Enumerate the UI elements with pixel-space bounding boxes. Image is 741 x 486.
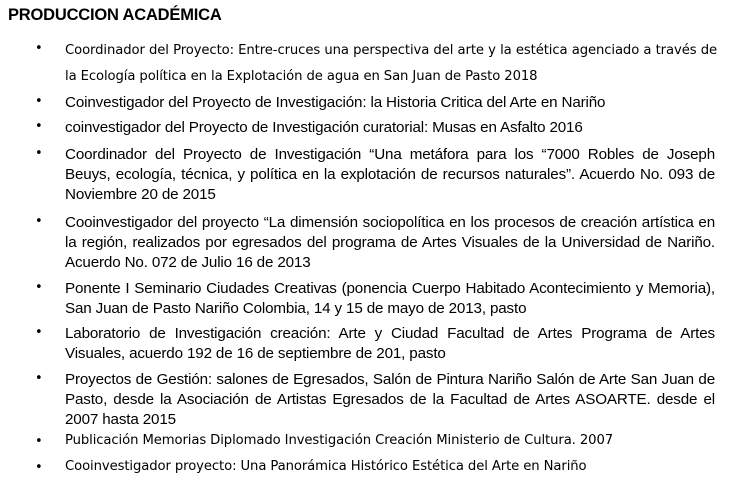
- bullet-icon: •: [35, 434, 43, 449]
- item-text: Publicación Memorias Diplomado Investigación Creación Ministerio de Cultura. 2007: [65, 433, 614, 448]
- item-text: Cooinvestigador proyecto: Una Panorámica Histórico Estética del Arte en Nariño: [65, 459, 587, 474]
- bullet-icon: •: [35, 280, 43, 295]
- bullet-icon: •: [35, 325, 43, 340]
- item-text: Laboratorio de Investigación creación: Arte y Ciudad Facultad de Artes Programa de Artes Visuales, acuerdo 192 de 16 de septiembre de 201, pasto: [65, 325, 715, 362]
- section-title: PRODUCCION ACADÉMICA: [8, 6, 222, 24]
- item-text: Coinvestigador del Proyecto de Investigación: la Historia Critica del Arte en Nariño: [65, 94, 606, 111]
- item-text: Ponente I Seminario Ciudades Creativas (ponencia Cuerpo Habitado Acontecimiento y Memoria), San Juan de Pasto Nariño Colombia, 14 y 15 de mayo de 2013, pasto: [65, 280, 715, 317]
- bullet-icon: •: [35, 146, 43, 161]
- bullet-icon: •: [35, 460, 43, 475]
- item-text: Proyectos de Gestión: salones de Egresados, Salón de Pintura Nariño Salón de Arte San Juan de Pasto, desde la Asociación de Artistas Egresados de la Facultad de Artes ASOARTE. desde el 2007 hasta 2015: [65, 371, 715, 428]
- bullet-icon: •: [35, 214, 43, 229]
- item-text: Coordinador del Proyecto: Entre-cruces una perspectiva del arte y la estética agenciado a través de la Ecología política en la Explotación de agua en San Juan de Pasto 2018: [65, 43, 717, 84]
- bullet-icon: •: [35, 94, 43, 109]
- item-text: Cooinvestigador del proyecto “La dimensión sociopolítica en los procesos de creación artística en la región, realizados por egresados del programa de Artes Visuales de la Universidad de Nariño. Acuerdo No. 072 de Julio 16 de 2013: [65, 214, 715, 271]
- item-text: Coordinador del Proyecto de Investigación “Una metáfora para los “7000 Robles de Joseph Beuys, ecología, técnica, y política en la explotación de recursos naturales”. Acuerdo No. 093 de Noviembre 20 de 2015: [65, 146, 715, 203]
- bullet-icon: •: [35, 119, 43, 134]
- bullet-icon: •: [35, 371, 43, 386]
- bullet-icon: •: [35, 41, 43, 56]
- item-text: coinvestigador del Proyecto de Investigación curatorial: Musas en Asfalto 2016: [65, 119, 583, 136]
